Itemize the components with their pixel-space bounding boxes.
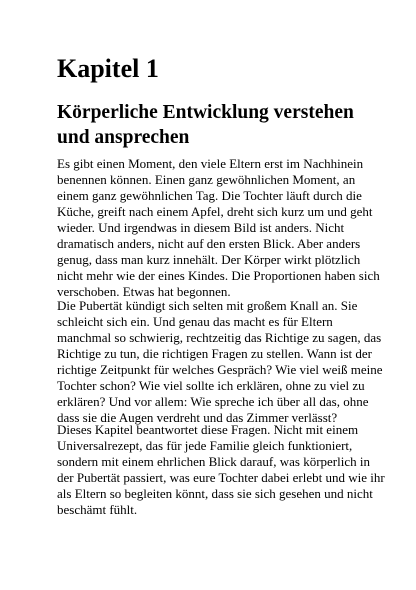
text-line: benennen können. Einen ganz gewöhnlichen Moment, an bbox=[57, 172, 356, 187]
body-paragraph-3 bbox=[57, 422, 387, 518]
text-line: sondern mit einem ehrlichen Blick darauf, was körperlich in bbox=[57, 454, 370, 469]
section-title bbox=[57, 100, 377, 150]
text-line: Küche, greift nach einem Apfel, dreht sich kurz um und geht bbox=[57, 204, 373, 219]
text-line: Es gibt einen Moment, den viele Eltern erst im Nachhinein bbox=[57, 156, 364, 171]
text-line: erklären? Und vor allem: Wie spreche ich über all das, ohne bbox=[57, 394, 369, 409]
text-line: genug, dass man kurz innehält. Der Körper wirkt plötzlich bbox=[57, 252, 361, 267]
text-line: Dieses Kapitel beantwortet diese Fragen. Nicht mit einem bbox=[57, 422, 359, 437]
text-line: beschämt fühlt. bbox=[57, 502, 138, 517]
text-line: schleicht sich ein. Und genau das macht es für Eltern bbox=[57, 314, 333, 329]
text-line: Tochter schon? Wie viel sollte ich erklären, ohne zu viel zu bbox=[57, 378, 365, 393]
text-line: der Pubertät passiert, was eure Tochter dabei erlebt und wie ihr bbox=[57, 470, 385, 485]
text-line: verschoben. Etwas hat begonnen. bbox=[57, 284, 231, 299]
section-title-line: und ansprechen bbox=[57, 127, 190, 148]
text-line: Universalrezept, das für jede Familie gleich funktioniert, bbox=[57, 438, 353, 453]
section-title-line: Körperliche Entwicklung verstehen bbox=[57, 102, 354, 123]
text-line: nicht mehr wie der eines Kindes. Die Proportionen haben sich bbox=[57, 268, 380, 283]
text-line: wieder. Und irgendwas in diesem Bild ist anders. Nicht bbox=[57, 220, 345, 235]
text-line: richtige Zeitpunkt für welches Gespräch? Wie viel weiß meine bbox=[57, 362, 383, 377]
text-line: dramatisch anders, nicht auf den ersten Blick. Aber anders bbox=[57, 236, 361, 251]
text-line: Die Pubertät kündigt sich selten mit großem Knall an. Sie bbox=[57, 298, 358, 313]
body-paragraph-2 bbox=[57, 298, 387, 426]
text-line: einem ganz gewöhnlichen Tag. Die Tochter läuft durch die bbox=[57, 188, 362, 203]
text-line: Richtige zu tun, die richtigen Fragen zu stellen. Wann ist der bbox=[57, 346, 372, 361]
chapter-title: Kapitel 1 bbox=[57, 54, 159, 83]
text-line: dass sie die Augen verdreht und das Zimmer verlässt? bbox=[57, 410, 338, 425]
text-line: als Eltern so begleiten könnt, dass sie sich gesehen und nicht bbox=[57, 486, 373, 501]
body-paragraph-1 bbox=[57, 156, 387, 300]
text-line: manchmal so schwierig, rechtzeitig das Richtige zu sagen, das bbox=[57, 330, 382, 345]
